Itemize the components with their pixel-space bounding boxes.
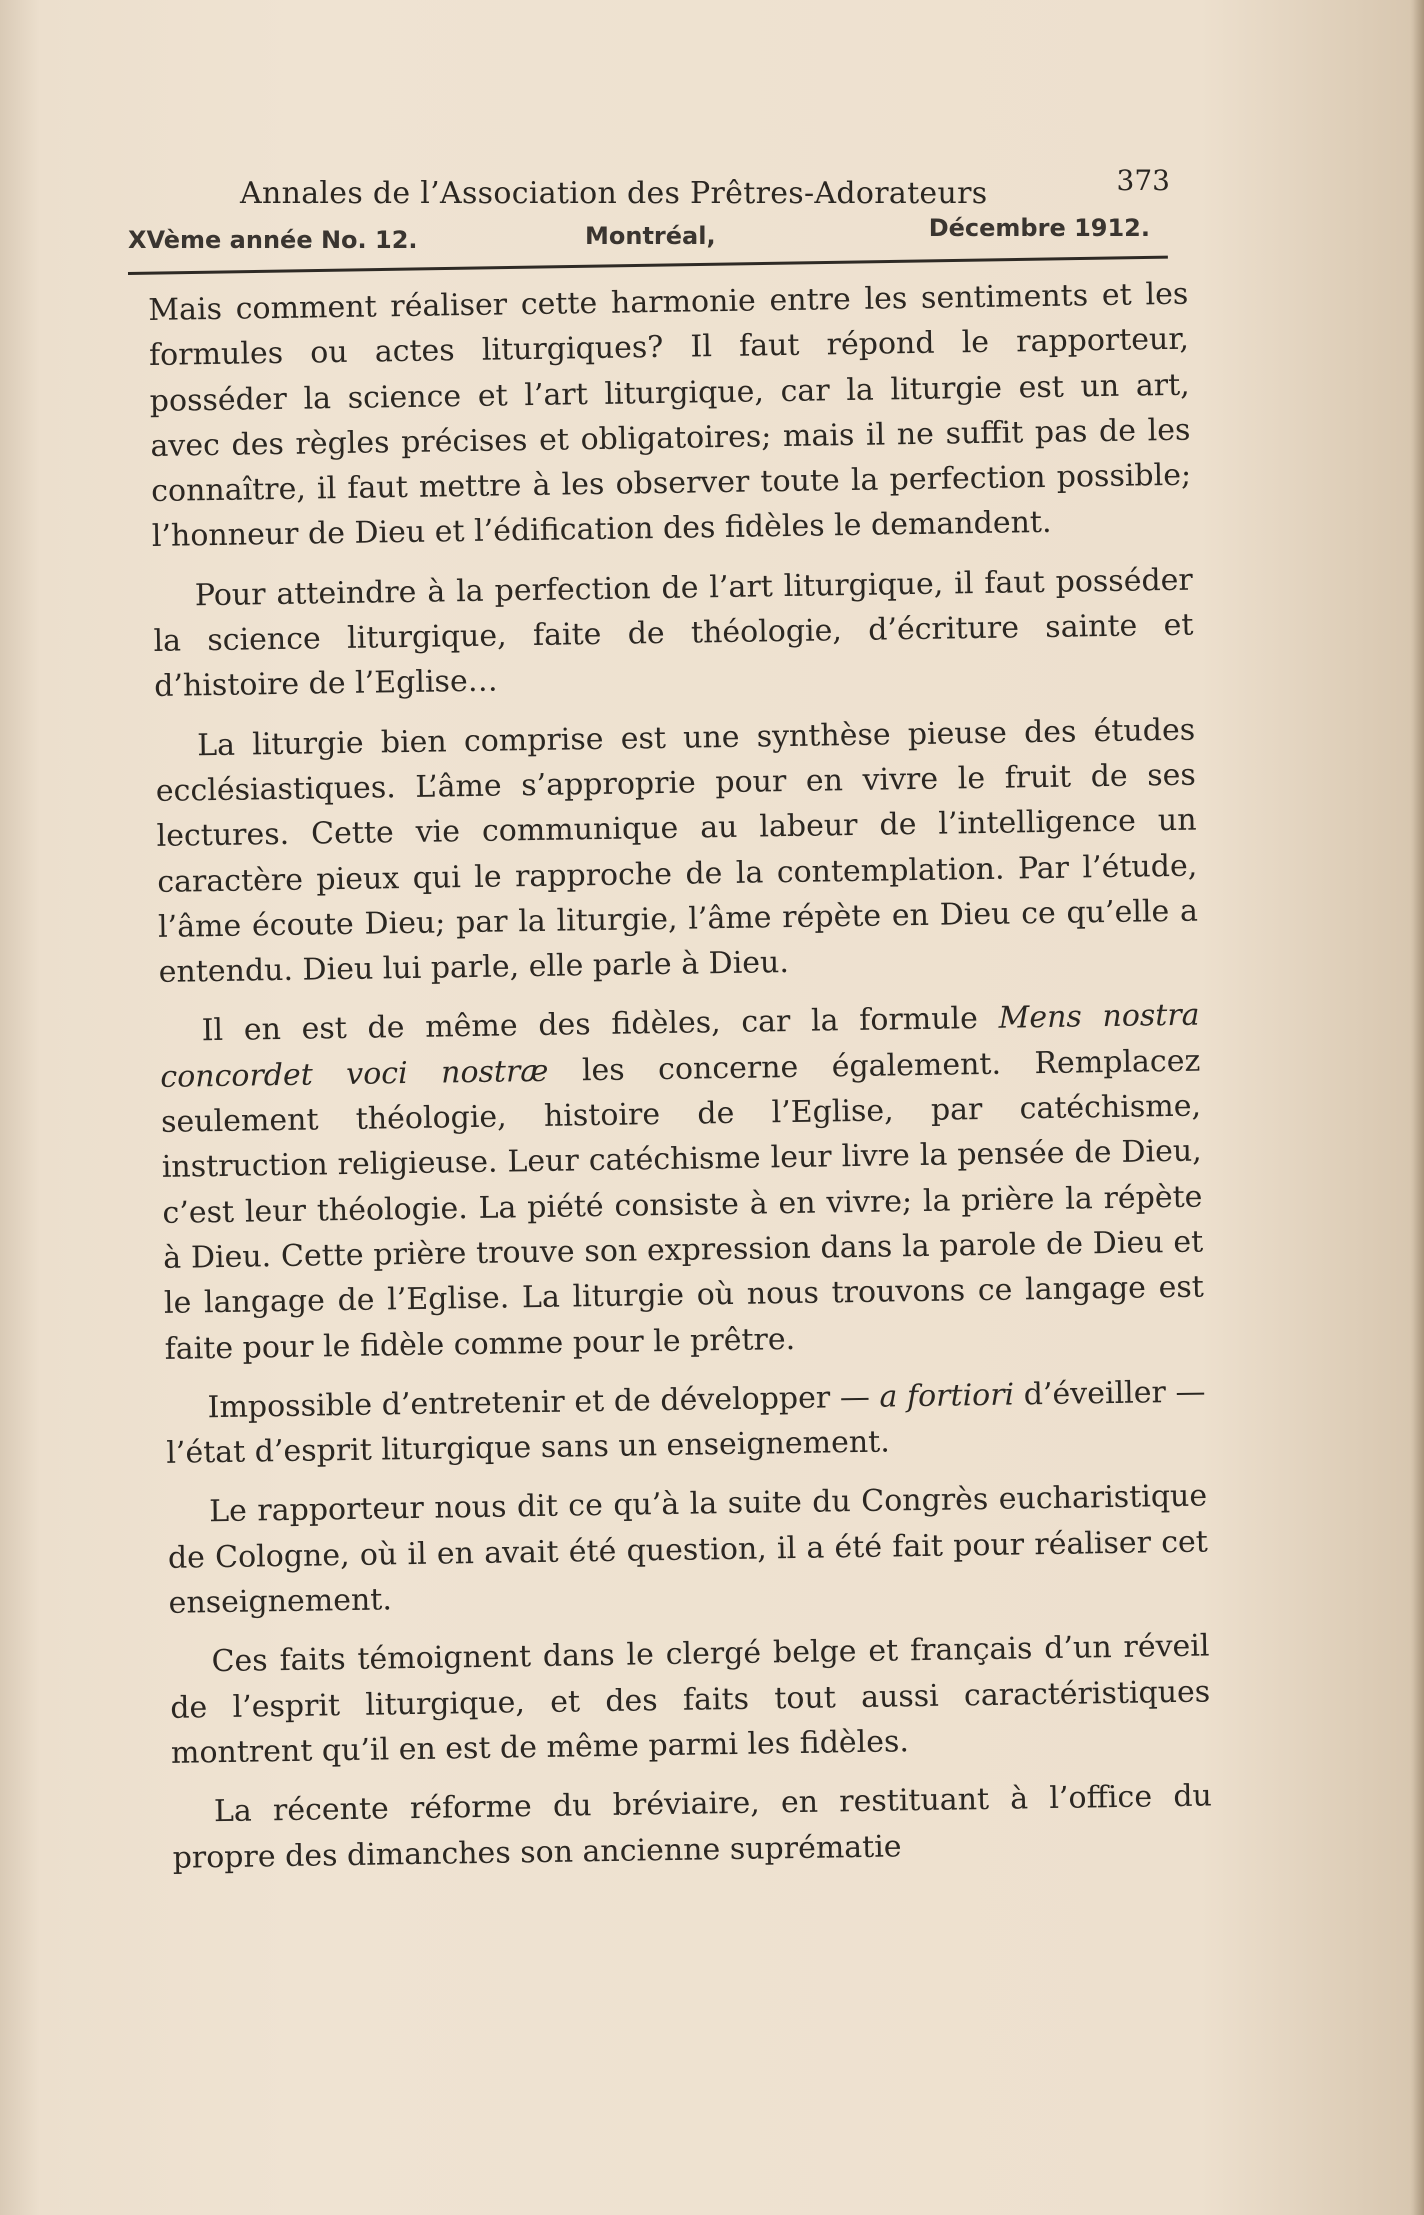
header-title-row <box>120 160 1170 222</box>
article-body <box>148 272 1213 1895</box>
paragraph-5 <box>165 1369 1206 1476</box>
running-header <box>120 160 1170 264</box>
paragraph-1: Mais comment réaliser cette harmonie entre les sentiments et les formules ou actes liturgiques? Il faut répond le rapporteur, posséder la science et l’art liturgique, car la liturgie est un art, avec des règles précises et obligatoires; mais il ne suffit pas de les connaître, il faut mettre à les observer toute la perfection possible; l’honneur de Dieu et l’édification des fidèles le demandent. <box>148 276 1192 555</box>
latin-phrase: a fortiori <box>879 1377 1015 1415</box>
page-edge <box>1414 0 1424 2215</box>
issue-info: XVème année No. 12. <box>128 226 418 254</box>
paragraph-4-text-a: Il en est de même des fidèles, car la formule <box>201 1001 999 1049</box>
paragraph-8: La récente réforme du bréviaire, en restituant à l’office du propre des dimanches son ancienne suprématie <box>172 1778 1213 1876</box>
publication-date: Décembre 1912. <box>928 214 1150 242</box>
paragraph-2: Pour atteindre à la perfection de l’art liturgique, il faut posséder la science liturgique, faite de théologie, d’écriture sainte et d’histoire de l’Eglise… <box>153 562 1194 705</box>
page-number: 373 <box>1116 164 1170 197</box>
journal-title: Annales de l’Association des Prêtres-Adorateurs <box>240 176 988 211</box>
paragraph-4 <box>159 993 1205 1372</box>
paragraph-7: Ces faits témoignent dans le clergé belge et français d’un réveil de l’esprit liturgique, et des faits tout aussi caractéristiques montrent qu’il en est de même parmi les fidèles. <box>170 1628 1211 1771</box>
latin-quote: Mens nostra concordet voci nostræ <box>160 998 1200 1095</box>
paragraph-3: La liturgie bien comprise est une synthèse pieuse des études ecclésiastiques. L’âme s’approprie pour en vivre le fruit de ses lectures. Cette vie communique au labeur de l’intelligence un caractère pieux qui le rapproche de la contemplation. Par l’étude, l’âme écoute Dieu; par la liturgie, l’âme répète en Dieu ce qu’elle a entendu. Dieu lui parle, elle parle à Dieu. <box>155 712 1199 991</box>
paragraph-5-text-a: Impossible d’entretenir et de développer — <box>207 1379 880 1426</box>
paragraph-4-text-b: les concerne également. Remplacez seulement théologie, histoire de l’Eglise, par catéchisme, instruction religieuse. Leur catéchisme leur livre la pensée de Dieu, c’est leur théologie. La piété consiste à en vivre; la prière la répète à Dieu. Cette prière trouve son expression dans la parole de Dieu et le langage de l’Eglise. La liturgie où nous trouvons ce langage est faite pour le fidèle comme pour le prêtre. <box>160 1043 1205 1367</box>
paragraph-5-text-b: d’éveiller — l’état d’esprit liturgique sans un enseignement. <box>166 1374 1206 1471</box>
paragraph-6: Le rapporteur nous dit ce qu’à la suite du Congrès eucharistique de Cologne, où il en avait été question, il a été fait pour réaliser cet enseignement. <box>167 1478 1209 1621</box>
publication-city: Montréal, <box>585 222 716 250</box>
